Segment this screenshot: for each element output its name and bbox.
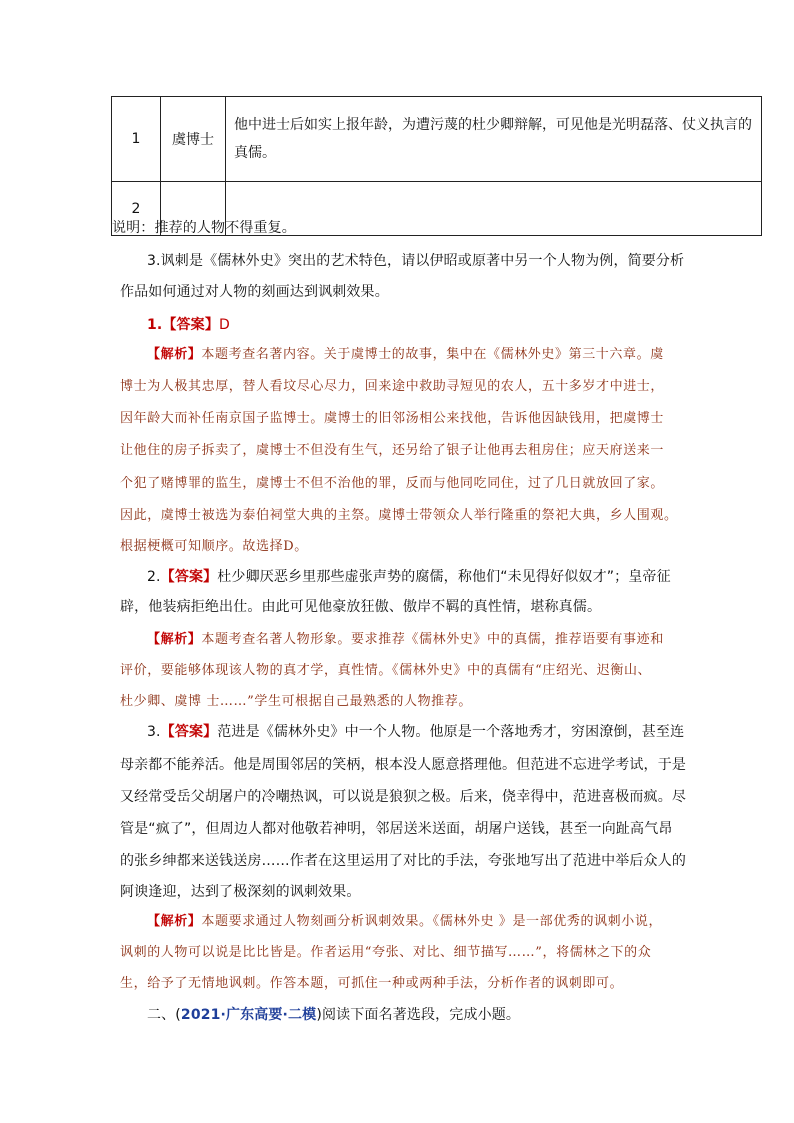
section-prefix: 二、( (147, 1007, 181, 1023)
analysis-2-line: 杜少卿、虞博 士……”学生可根据自己最熟悉的人物推荐。 (120, 694, 472, 709)
answer-text: 杜少卿厌恶乡里那些虚张声势的腐儒，称他们“未见得好似奴才”；皇帝征 (217, 569, 671, 585)
analysis-3-line (147, 912, 662, 932)
analysis-text: 本题考查名著人物形象。要求推荐《儒林外史》中的真儒，推荐语要有事迹和 (201, 632, 664, 647)
answer-3-line: 母亲都不能养活。他是周围邻居的笑柄，根本没人愿意搭理他。但范进不忘进学考试，于是 (120, 757, 686, 773)
analysis-1-line: 个犯了赌博罪的监生，虞博士不但不治他的罪，反而与他同吃同住，过了几日就放回了家。 (120, 476, 665, 491)
table-note: 说明：推荐的人物不得重复。 (112, 220, 296, 236)
row-number: 2 (112, 182, 161, 236)
analysis-3-line: 生，给予了无情地讽刺。作答本题，可抓住一种或两种手法，分析作者的讽刺即可。 (120, 976, 624, 991)
analysis-text: 本题要求通过人物刻画分析讽刺效果。《儒林外史 》是一部优秀的讽刺小说， (201, 914, 663, 929)
analysis-1-line: 博士为人极其忠厚，替人看坟尽心尽力，回来途中救助寻短见的农人，五十多岁才中进士， (120, 379, 665, 394)
answer-text: 范进是《儒林外史》中一个人物。他原是一个落地秀才，穷困潦倒，甚至连 (217, 724, 685, 740)
answer-3-line (147, 722, 684, 742)
recommendation-text (226, 182, 762, 236)
section-source: 2021·广东高要·二模 (180, 1007, 317, 1023)
analysis-1-line: 因此，虞博士被选为泰伯祠堂大典的主祭。虞博士带领众人举行隆重的祭祀大典，乡人围观。 (120, 508, 678, 523)
row-number: 1 (112, 97, 161, 182)
analysis-tag: 【解析】 (147, 347, 202, 362)
answer-number: 3. (147, 724, 161, 740)
answer-tag: 【答案】 (160, 724, 218, 740)
recommendation-text: 他中进士后如实上报年龄，为遭污蔑的杜少卿辩解，可见他是光明磊落、仗义执言的真儒。 (226, 97, 762, 182)
recommendation-table (111, 96, 762, 236)
answer-tag: 【答案】 (162, 317, 219, 333)
answer-3-line: 阿谀逢迎，达到了极深刻的讽刺效果。 (120, 884, 361, 900)
answer-3-line: 管是“疯了”，但周边人都对他敬若神明，邻居送米送面，胡屠户送钱，甚至一向趾高气昂 (120, 821, 673, 837)
answer-text: D (218, 317, 230, 333)
analysis-2-line (147, 630, 664, 650)
answer-2-line (147, 567, 671, 587)
character-name: 虞博士 (161, 97, 226, 182)
answer-number: 2. (147, 569, 161, 585)
analysis-3-line: 讽刺的人物可以说是比比皆是。作者运用“夸张、对比、细节描写……”，将儒林之下的众 (120, 945, 652, 960)
analysis-tag: 【解析】 (147, 632, 202, 647)
analysis-tag: 【解析】 (147, 914, 202, 929)
answer-number: 1. (147, 317, 163, 333)
table-row (112, 97, 762, 182)
analysis-1-line: 因年龄大而补任南京国子监博士。虞博士的旧邻汤相公来找他，告诉他因缺钱用，把虞博士 (120, 411, 665, 426)
analysis-1-line (147, 345, 664, 365)
analysis-1-line: 根据梗概可知顺序。故选择D。 (120, 539, 308, 554)
section-2-heading (147, 1005, 520, 1025)
answer-3-line: 又经常受岳父胡屠户的冷嘲热讽，可以说是狼狈之极。后来，侥幸得中，范进喜极而疯。尽 (120, 789, 686, 805)
analysis-2-line: 评价，要能够体现该人物的真才学，真性情。《儒林外史》中的真儒有“庄绍光、迟衡山、 (120, 663, 652, 678)
analysis-1-line: 让他住的房子拆卖了，虞博士不但没有生气，还另给了银子让他再去租房住；应天府送来一 (120, 443, 665, 458)
answer-3-line: 的张乡绅都来送钱送房……作者在这里运用了对比的手法，夸张地写出了范进中举后众人的 (120, 853, 686, 869)
question-3-line: 3.讽刺是《儒林外史》突出的艺术特色，请以伊昭或原著中另一个人物为例，简要分析 (147, 253, 685, 269)
answer-2-line: 辟，他装病拒绝出仕。由此可见他豪放狂傲、傲岸不羁的真性情，堪称真儒。 (120, 599, 602, 615)
analysis-text: 本题考查名著内容。关于虞博士的故事，集中在《儒林外史》第三十六章。虞 (201, 347, 664, 362)
section-suffix: )阅读下面名著选段，完成小题。 (316, 1007, 521, 1023)
answer-1 (147, 315, 230, 335)
question-3-line: 作品如何通过对人物的刻画达到讽刺效果。 (120, 284, 389, 300)
answer-tag: 【答案】 (160, 569, 218, 585)
